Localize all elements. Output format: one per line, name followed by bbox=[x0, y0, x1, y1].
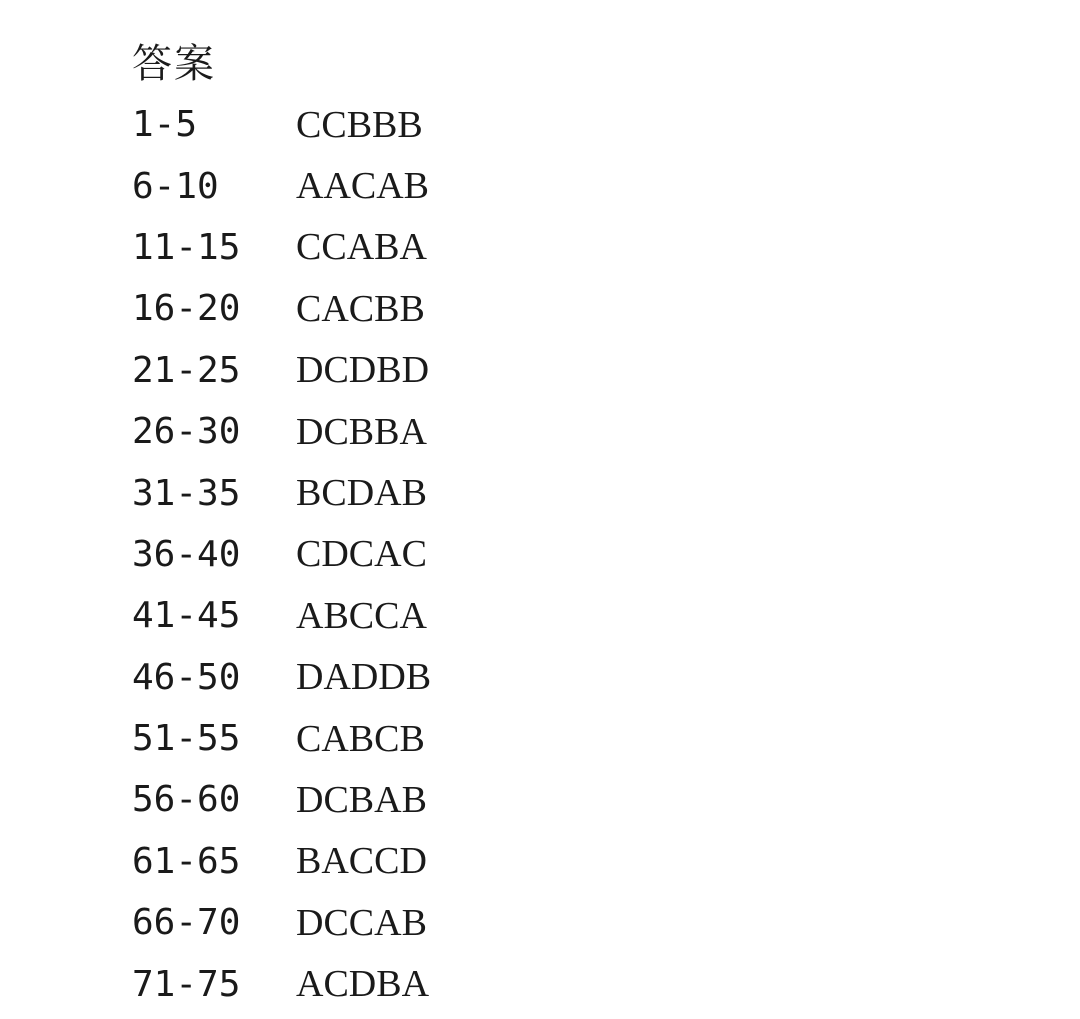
page-title: 答案 bbox=[132, 41, 216, 87]
answer-row bbox=[132, 401, 431, 462]
question-range: 46-50 bbox=[132, 656, 241, 698]
answer-row bbox=[132, 831, 431, 892]
question-range: 61-65 bbox=[132, 840, 241, 882]
question-range: 16-20 bbox=[132, 288, 241, 330]
answer-letters: ACDBA bbox=[296, 963, 430, 1006]
question-range: 36-40 bbox=[132, 533, 241, 575]
question-range: 21-25 bbox=[132, 349, 241, 391]
answer-row bbox=[132, 585, 431, 646]
answer-row bbox=[132, 647, 431, 708]
answer-letters: CABCB bbox=[296, 717, 425, 760]
answer-row bbox=[132, 155, 431, 216]
answer-list bbox=[132, 94, 431, 1015]
answer-letters: DCCAB bbox=[296, 901, 427, 944]
question-range: 11-15 bbox=[132, 226, 241, 268]
answer-letters: CACBB bbox=[296, 287, 425, 330]
answer-letters: CDCAC bbox=[296, 533, 427, 576]
question-range: 56-60 bbox=[132, 779, 241, 821]
answer-letters: CCABA bbox=[296, 226, 427, 269]
question-range: 66-70 bbox=[132, 902, 241, 944]
answer-row bbox=[132, 524, 431, 585]
answer-row bbox=[132, 462, 431, 523]
question-range: 41-45 bbox=[132, 595, 241, 637]
answer-row bbox=[132, 278, 431, 339]
answer-row bbox=[132, 892, 431, 953]
answer-row bbox=[132, 217, 431, 278]
question-range: 26-30 bbox=[132, 411, 241, 453]
answer-letters: BCDAB bbox=[296, 472, 427, 515]
answer-letters: ABCCA bbox=[296, 594, 427, 637]
answer-letters: BACCD bbox=[296, 840, 427, 883]
answer-letters: CCBBB bbox=[296, 103, 423, 146]
answer-letters: DADDB bbox=[296, 656, 432, 699]
question-range: 31-35 bbox=[132, 472, 241, 514]
answer-row bbox=[132, 340, 431, 401]
answer-letters: DCDBD bbox=[296, 349, 430, 392]
answer-letters: AACAB bbox=[296, 165, 430, 208]
answer-letters: DCBBA bbox=[296, 410, 427, 453]
answer-row bbox=[132, 94, 431, 155]
question-range: 1-5 bbox=[132, 104, 198, 146]
answer-row bbox=[132, 708, 431, 769]
question-range: 71-75 bbox=[132, 963, 241, 1005]
answer-row bbox=[132, 769, 431, 830]
question-range: 51-55 bbox=[132, 718, 241, 760]
answer-row bbox=[132, 953, 431, 1014]
question-range: 6-10 bbox=[132, 165, 219, 207]
answer-letters: DCBAB bbox=[296, 778, 427, 821]
